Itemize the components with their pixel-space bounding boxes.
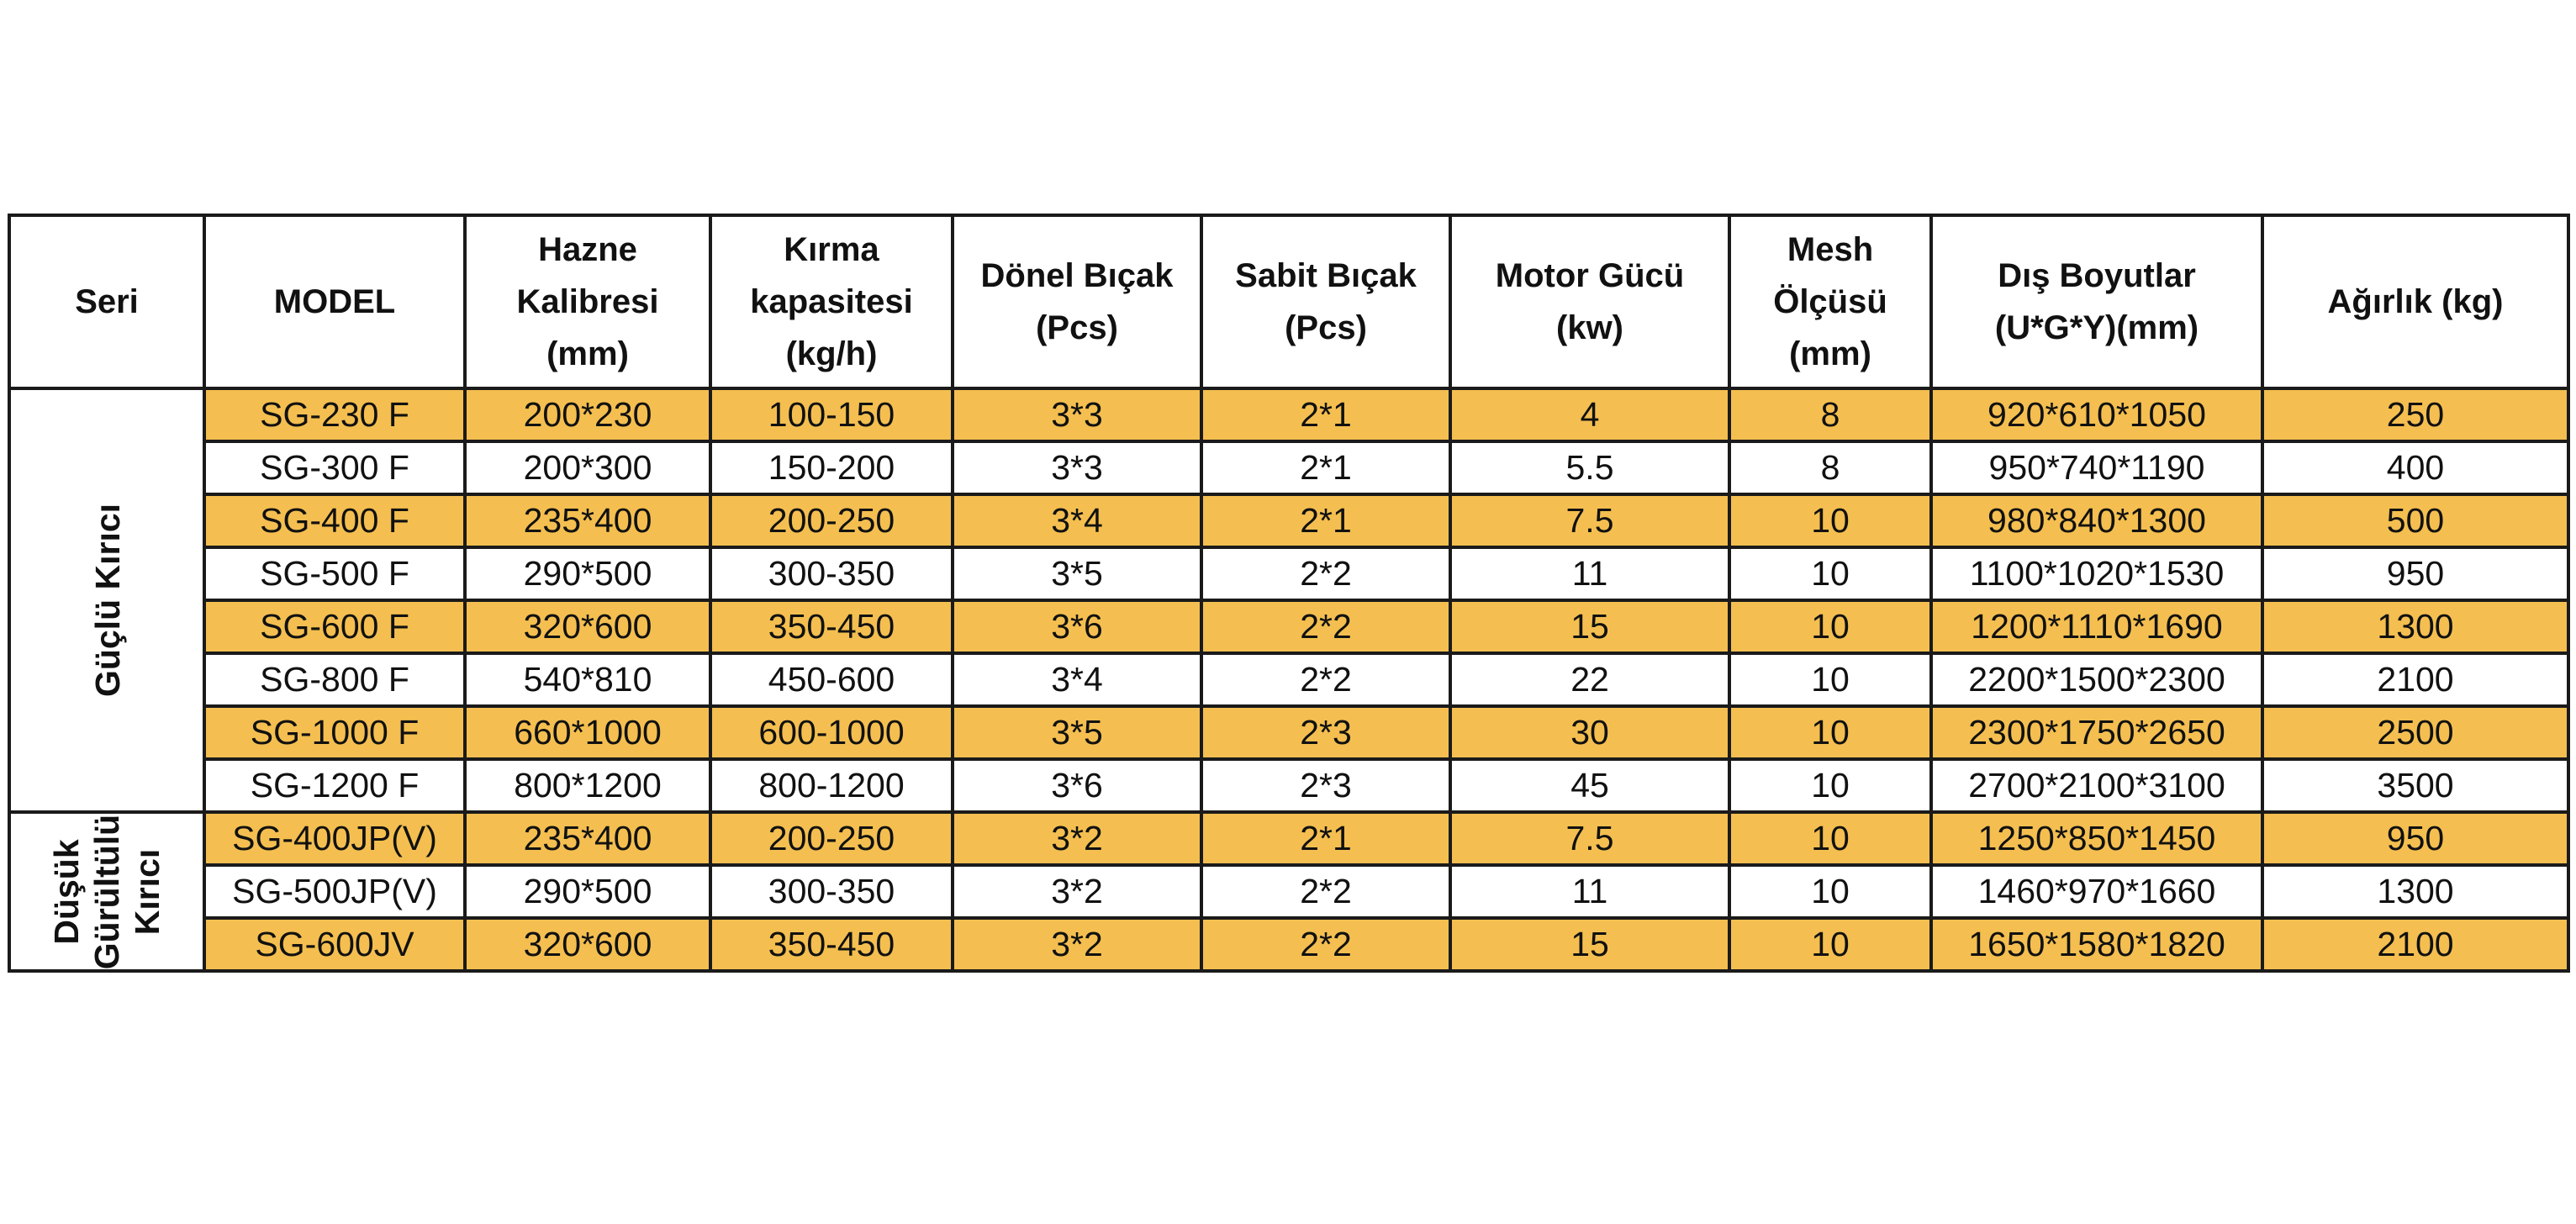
cell-agirlik: 2100	[2262, 653, 2568, 706]
cell-donel-bicak: 3*6	[953, 759, 1201, 812]
cell-motor-gucu: 11	[1450, 547, 1729, 600]
cell-kirma-kapasitesi: 800-1200	[710, 759, 953, 812]
cell-dis-boyutlar: 1650*1580*1820	[1931, 918, 2262, 971]
cell-motor-gucu: 5.5	[1450, 441, 1729, 494]
header-agirlik: Ağırlık (kg)	[2262, 215, 2568, 388]
cell-dis-boyutlar: 2200*1500*2300	[1931, 653, 2262, 706]
table-row	[9, 759, 2568, 812]
cell-model: SG-400 F	[204, 494, 465, 547]
cell-motor-gucu: 11	[1450, 865, 1729, 918]
cell-motor-gucu: 7.5	[1450, 812, 1729, 865]
cell-sabit-bicak: 2*1	[1201, 388, 1450, 441]
cell-sabit-bicak: 2*2	[1201, 865, 1450, 918]
series-label-line: Kırıcı	[128, 848, 166, 935]
table-row	[9, 918, 2568, 971]
cell-motor-gucu: 22	[1450, 653, 1729, 706]
cell-agirlik: 250	[2262, 388, 2568, 441]
series-cell-dusuk-gurultulu-kirici	[9, 812, 204, 971]
series-label-line: Düşük	[47, 838, 86, 945]
header-seri: Seri	[9, 215, 204, 388]
cell-dis-boyutlar: 1460*970*1660	[1931, 865, 2262, 918]
cell-agirlik: 500	[2262, 494, 2568, 547]
cell-agirlik: 3500	[2262, 759, 2568, 812]
cell-donel-bicak: 3*2	[953, 865, 1201, 918]
cell-donel-bicak: 3*3	[953, 388, 1201, 441]
cell-model: SG-800 F	[204, 653, 465, 706]
cell-donel-bicak: 3*2	[953, 918, 1201, 971]
header-donel-bicak: Dönel Bıçak (Pcs)	[953, 215, 1201, 388]
header-mesh-olcusu: Mesh Ölçüsü (mm)	[1729, 215, 1931, 388]
cell-dis-boyutlar: 1250*850*1450	[1931, 812, 2262, 865]
cell-motor-gucu: 15	[1450, 600, 1729, 653]
table-row	[9, 547, 2568, 600]
table-row	[9, 865, 2568, 918]
table-row	[9, 706, 2568, 759]
cell-hazne-kalibresi: 235*400	[465, 494, 710, 547]
cell-model: SG-500 F	[204, 547, 465, 600]
cell-sabit-bicak: 2*1	[1201, 812, 1450, 865]
cell-kirma-kapasitesi: 150-200	[710, 441, 953, 494]
cell-dis-boyutlar: 2700*2100*3100	[1931, 759, 2262, 812]
cell-mesh-olcusu: 10	[1729, 812, 1931, 865]
cell-hazne-kalibresi: 290*500	[465, 865, 710, 918]
cell-dis-boyutlar: 1100*1020*1530	[1931, 547, 2262, 600]
cell-kirma-kapasitesi: 200-250	[710, 494, 953, 547]
cell-kirma-kapasitesi: 300-350	[710, 547, 953, 600]
cell-kirma-kapasitesi: 100-150	[710, 388, 953, 441]
cell-sabit-bicak: 2*1	[1201, 441, 1450, 494]
cell-hazne-kalibresi: 235*400	[465, 812, 710, 865]
cell-model: SG-230 F	[204, 388, 465, 441]
cell-dis-boyutlar: 980*840*1300	[1931, 494, 2262, 547]
cell-hazne-kalibresi: 660*1000	[465, 706, 710, 759]
cell-mesh-olcusu: 10	[1729, 865, 1931, 918]
cell-mesh-olcusu: 10	[1729, 653, 1931, 706]
cell-hazne-kalibresi: 540*810	[465, 653, 710, 706]
cell-donel-bicak: 3*2	[953, 812, 1201, 865]
cell-sabit-bicak: 2*2	[1201, 600, 1450, 653]
table-row	[9, 600, 2568, 653]
cell-hazne-kalibresi: 800*1200	[465, 759, 710, 812]
cell-dis-boyutlar: 920*610*1050	[1931, 388, 2262, 441]
cell-hazne-kalibresi: 200*300	[465, 441, 710, 494]
cell-mesh-olcusu: 10	[1729, 600, 1931, 653]
cell-mesh-olcusu: 10	[1729, 494, 1931, 547]
cell-dis-boyutlar: 2300*1750*2650	[1931, 706, 2262, 759]
cell-donel-bicak: 3*5	[953, 706, 1201, 759]
cell-hazne-kalibresi: 290*500	[465, 547, 710, 600]
table-row	[9, 653, 2568, 706]
cell-agirlik: 1300	[2262, 600, 2568, 653]
cell-motor-gucu: 30	[1450, 706, 1729, 759]
cell-motor-gucu: 15	[1450, 918, 1729, 971]
table-row	[9, 494, 2568, 547]
cell-mesh-olcusu: 10	[1729, 759, 1931, 812]
cell-dis-boyutlar: 1200*1110*1690	[1931, 600, 2262, 653]
header-row	[9, 215, 2568, 388]
cell-donel-bicak: 3*4	[953, 653, 1201, 706]
cell-donel-bicak: 3*5	[953, 547, 1201, 600]
header-motor-gucu: Motor Gücü (kw)	[1450, 215, 1729, 388]
cell-model: SG-600JV	[204, 918, 465, 971]
cell-kirma-kapasitesi: 200-250	[710, 812, 953, 865]
cell-motor-gucu: 45	[1450, 759, 1729, 812]
cell-agirlik: 1300	[2262, 865, 2568, 918]
series-label: Güçlü Kırıcı	[88, 503, 128, 698]
cell-agirlik: 2100	[2262, 918, 2568, 971]
cell-sabit-bicak: 2*3	[1201, 759, 1450, 812]
cell-model: SG-600 F	[204, 600, 465, 653]
cell-mesh-olcusu: 10	[1729, 547, 1931, 600]
cell-donel-bicak: 3*6	[953, 600, 1201, 653]
cell-agirlik: 2500	[2262, 706, 2568, 759]
table-row	[9, 388, 2568, 441]
cell-model: SG-1200 F	[204, 759, 465, 812]
cell-model: SG-400JP(V)	[204, 812, 465, 865]
cell-hazne-kalibresi: 200*230	[465, 388, 710, 441]
cell-kirma-kapasitesi: 350-450	[710, 600, 953, 653]
cell-sabit-bicak: 2*1	[1201, 494, 1450, 547]
cell-sabit-bicak: 2*3	[1201, 706, 1450, 759]
cell-kirma-kapasitesi: 450-600	[710, 653, 953, 706]
cell-hazne-kalibresi: 320*600	[465, 600, 710, 653]
header-hazne-kalibresi: Hazne Kalibresi (mm)	[465, 215, 710, 388]
cell-agirlik: 950	[2262, 547, 2568, 600]
cell-motor-gucu: 4	[1450, 388, 1729, 441]
cell-kirma-kapasitesi: 350-450	[710, 918, 953, 971]
header-sabit-bicak: Sabit Bıçak (Pcs)	[1201, 215, 1450, 388]
cell-agirlik: 950	[2262, 812, 2568, 865]
cell-mesh-olcusu: 8	[1729, 441, 1931, 494]
cell-kirma-kapasitesi: 300-350	[710, 865, 953, 918]
header-model: MODEL	[204, 215, 465, 388]
table-row	[9, 812, 2568, 865]
cell-mesh-olcusu: 10	[1729, 706, 1931, 759]
cell-donel-bicak: 3*4	[953, 494, 1201, 547]
cell-model: SG-300 F	[204, 441, 465, 494]
series-cell-guclu-kirici	[9, 388, 204, 812]
cell-dis-boyutlar: 950*740*1190	[1931, 441, 2262, 494]
cell-motor-gucu: 7.5	[1450, 494, 1729, 547]
header-dis-boyutlar: Dış Boyutlar (U*G*Y)(mm)	[1931, 215, 2262, 388]
cell-agirlik: 400	[2262, 441, 2568, 494]
cell-mesh-olcusu: 8	[1729, 388, 1931, 441]
cell-sabit-bicak: 2*2	[1201, 653, 1450, 706]
spec-table	[8, 214, 2570, 973]
series-label-line: Gürültülü	[87, 814, 126, 969]
cell-mesh-olcusu: 10	[1729, 918, 1931, 971]
cell-model: SG-500JP(V)	[204, 865, 465, 918]
cell-sabit-bicak: 2*2	[1201, 547, 1450, 600]
cell-hazne-kalibresi: 320*600	[465, 918, 710, 971]
table-row	[9, 441, 2568, 494]
cell-donel-bicak: 3*3	[953, 441, 1201, 494]
header-kirma-kapasitesi: Kırma kapasitesi (kg/h)	[710, 215, 953, 388]
cell-sabit-bicak: 2*2	[1201, 918, 1450, 971]
cell-model: SG-1000 F	[204, 706, 465, 759]
cell-kirma-kapasitesi: 600-1000	[710, 706, 953, 759]
